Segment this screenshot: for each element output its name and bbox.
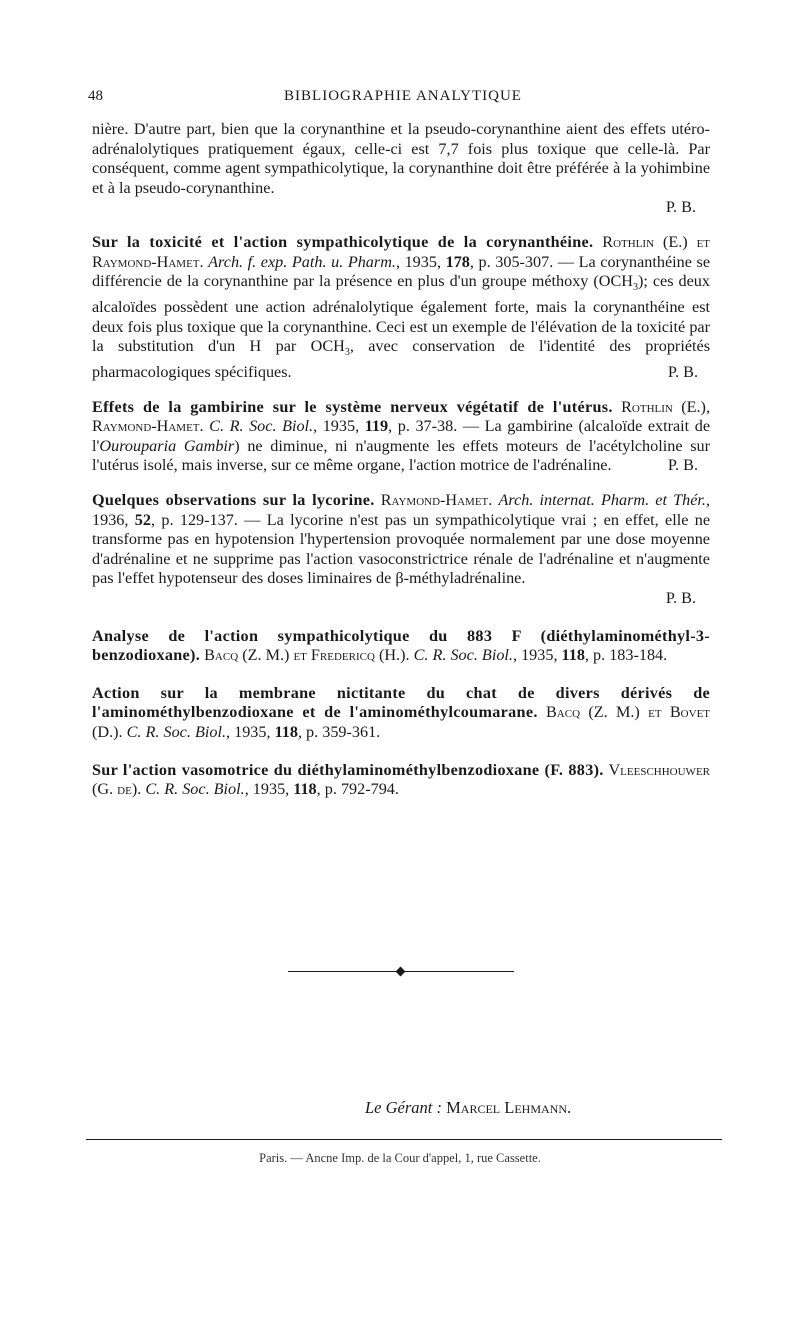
entry-volume: 52 xyxy=(134,510,151,529)
entry-pages: , p. 305-307. xyxy=(469,252,554,271)
entry-title: Sur l'action vasomotrice du diéthylaminométhylbenzodioxane (F. 883). xyxy=(92,760,604,779)
entry-year: , 1936, xyxy=(92,490,710,529)
bibliography-entry xyxy=(92,761,710,800)
bibliography-entry xyxy=(92,684,710,743)
diamond-ornament-icon xyxy=(396,967,406,977)
entry-title: Quelques observations sur la lycorine. xyxy=(92,490,375,509)
entry-title: Analyse de l'action sympathicolytique du 883 F (diéthylaminométhyl-3-benzodioxane). xyxy=(92,626,710,665)
ornamental-divider xyxy=(288,967,514,977)
entry-volume: 118 xyxy=(293,780,317,799)
signature: P. B. xyxy=(665,198,696,217)
entry-title: Sur la toxicité et l'action sympathicolytique de la corynanthéine. xyxy=(92,232,594,251)
page-number: 48 xyxy=(88,88,103,104)
entry-journal: C. R. Soc. Biol. xyxy=(413,646,513,665)
entry-volume: 118 xyxy=(561,646,585,665)
entry-authors: Rothlin (E.), Raymond-Hamet. xyxy=(92,397,710,436)
bibliography-entry xyxy=(92,491,710,609)
continuation-text: nière. D'autre part, bien que la corynanthine et la pseudo-corynanthine aient des effets utéro-adrénalolytiques pratiquement égaux, celle-ci est 7,7 fois plus toxique que celle-là. Par conséquent, comme agent sympathicolytique, la corynanthine doit être préférée à la yohimbine et à la pseudo-corynanthine. xyxy=(92,120,710,197)
entry-pages: , p. 792-794. xyxy=(316,780,399,799)
entry-journal: Arch. internat. Pharm. et Thér. xyxy=(498,490,706,509)
entry-abstract: — La gambirine (alcaloïde extrait de l' xyxy=(92,417,711,455)
signature: P. B. xyxy=(665,588,696,607)
signature: P. B. xyxy=(667,363,698,381)
entry-title: Action sur la membrane nictitante du chat de divers dérivés de l'aminométhylbenzodioxane et de l'aminométhylcoumarane. xyxy=(92,683,710,722)
entry-abstract: — La lycorine n'est pas un sympathicolytique vrai ; en effet, elle ne transforme pas en hypotension l'hypertension provoquée normalement par une dose moyenne d'adrénaline et ne supprime pas l'action vasoconstrictrice rénale de l'adrénaline et n'augmente pas l'effet hypotenseur des doses liminaires de β-méthyladrénaline. xyxy=(92,510,711,588)
bibliography-entry xyxy=(92,398,710,476)
gerant-line xyxy=(365,1098,571,1118)
entry-year: , 1935, xyxy=(244,780,290,799)
entry-pages: , p. 183-184. xyxy=(584,646,668,665)
species-name: Ourouparia Gambir xyxy=(99,436,235,455)
entry-volume: 119 xyxy=(364,417,389,436)
signature: P. B. xyxy=(667,456,698,475)
bibliography-entry xyxy=(92,233,710,383)
entry-journal: C. R. Soc. Biol. xyxy=(145,780,245,799)
entry-abstract-cont: ); ces deux alcaloïdes possèdent une action adrénalolytique également forte, mais la corynanthéine est deux fois plus toxique que la corynanthine. Ceci est un exemple de l'élévation de la toxicité par la substitution d'un H par OCH xyxy=(92,272,710,356)
entry-year: , 1935, xyxy=(226,722,271,741)
bibliography-entry xyxy=(92,627,710,666)
footer-rule xyxy=(86,1139,722,1140)
entry-journal: C. R. Soc. Biol. xyxy=(209,417,314,436)
entry-year: , 1935, xyxy=(512,646,558,665)
entry-journal: Arch. f. exp. Path. u. Pharm. xyxy=(208,252,396,271)
page-header xyxy=(88,88,718,110)
entry-authors: Raymond-Hamet. xyxy=(380,490,493,509)
entry-abstract-cont: ) ne diminue, ni n'augmente les effets moteurs de l'acétylcholine sur l'utérus isolé, mais inverse, sur ce même organe, l'action motrice de l'adrénaline. xyxy=(92,436,710,475)
printer-imprint: Paris. — Ancne Imp. de la Cour d'appel, 1, rue Cassette. xyxy=(259,1151,541,1165)
entry-year: , 1935, xyxy=(395,252,442,271)
entry-authors: Bacq (Z. M.) et Bovet (D.). xyxy=(92,703,711,741)
entry-volume: 118 xyxy=(274,722,298,741)
gerant-name: Marcel Lehmann. xyxy=(446,1098,572,1117)
entry-title: Effets de la gambirine sur le système nerveux végétatif de l'utérus. xyxy=(92,397,613,416)
entry-abstract-end: , avec conservation de l'identité des propriétés pharmacologiques spécifiques. xyxy=(92,337,710,381)
subscript: 3 xyxy=(344,347,350,359)
entry-authors: Rothlin (E.) et Raymond-Hamet. xyxy=(92,232,711,271)
entry-authors: Vleeschhouwer (G. de). xyxy=(92,760,711,799)
entry-abstract: — La corynanthéine se différencie de la corynanthine par la présence en plus d'un groupe méthoxy (OCH xyxy=(92,252,711,291)
subscript: 3 xyxy=(632,282,638,294)
continuation-paragraph xyxy=(92,120,710,218)
entry-authors: Bacq (Z. M.) et Fredericq (H.). xyxy=(204,646,410,665)
page-body xyxy=(92,120,710,800)
entry-journal: C. R. Soc. Biol. xyxy=(126,722,226,741)
gerant-label: Le Gérant : xyxy=(365,1098,442,1117)
entry-volume: 178 xyxy=(445,252,470,271)
entry-year: , 1935, xyxy=(313,417,360,436)
entry-pages: , p. 129-137. xyxy=(150,510,238,529)
running-title: BIBLIOGRAPHIE ANALYTIQUE xyxy=(284,88,522,104)
entry-pages: , p. 359-361. xyxy=(297,722,381,741)
entry-pages: , p. 37-38. xyxy=(388,417,458,436)
